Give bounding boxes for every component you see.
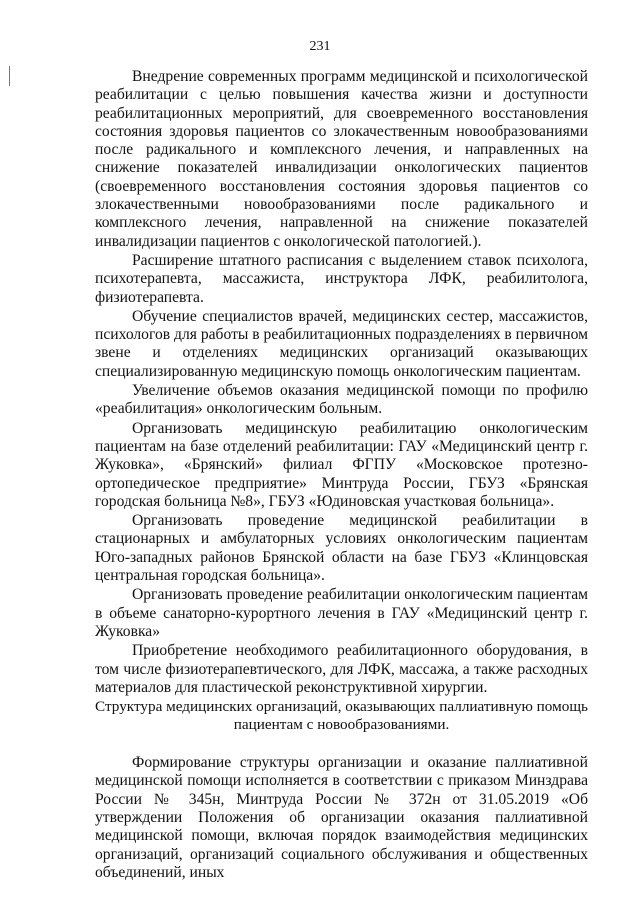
paragraph-volume-increase: Увеличение объемов оказания медицинской помощи по профилю «реабилитация» онкологическим больным. (95, 382, 588, 418)
paragraph-staff-expansion: Расширение штатного расписания с выделением ставок психолога, психотерапевта, массажиста, инструктора ЛФК, реабилитолога, физиотерапевта. (95, 251, 588, 306)
section-heading: Структура медицинских организаций, оказывающих паллиативную помощь пациентам с новообразованиями. (95, 698, 588, 734)
paragraph-specialist-training: Обучение специалистов врачей, медицинских сестер, массажистов, психологов для работы в реабилитационных подразделениях в первичном звене и отделениях медицинских организаций оказывающих специализированную медицинскую помощь онкологическим пациентам. (95, 307, 588, 380)
margin-mark (9, 66, 10, 86)
paragraph-sanatorium: Организовать проведение реабилитации онкологическим пациентам в объеме санаторно-курортного лечения в ГАУ «Медицинский центр г. Жуковка» (95, 586, 588, 640)
paragraph-equipment: Приобретение необходимого реабилитационного оборудования, в том числе физиотерапевтического, для ЛФК, массажа, а также расходных материалов для пластической реконструктивной хирургии. (95, 642, 588, 696)
paragraph-rehab-programs: Внедрение современных программ медицинской и психологической реабилитации с целью повышения качества жизни и доступности реабилитационных мероприятий, для своевременного восстановления состояния здоровья пациентов со злокачественным новообразованиями после радикального и комплексного лечения, и направленных на снижение показателей инвалидизации онкологических пациентов (своевременного восстановления состояния здоровья пациентов со злокачественными новообразованиями после радикального и комплексного лечения, направленной на снижение показателей инвалидизации пациентов с онкологической патологией.). (95, 68, 588, 250)
paragraph-palliative-structure: Формирование структуры организации и оказание паллиативной медицинской помощи исполняется в соответствии с приказом Минздрава России № 345н, Минтруда России № 372н от 31.05.2019 «Об утверждении Положения об организации оказания паллиативной медицинской помощи, включая порядок взаимодействия медицинских организаций, организаций социального обслуживания и общественных объединений, иных (95, 754, 588, 881)
page-number: 231 (309, 39, 331, 54)
document-body (95, 68, 588, 882)
paragraph-inpatient-outpatient: Организовать проведение медицинской реабилитации в стационарных и амбулаторных условиях онкологическим пациентам Юго-западных районов Брянской области на базе ГБУЗ «Клинцовская центральная городская больница». (95, 512, 588, 585)
paragraph-organize-rehab: Организовать медицинскую реабилитацию онкологическим пациентам на базе отделений реабилитации: ГАУ «Медицинский центр г. Жуковка», «Брянский» филиал ФГПУ «Московское протезно-ортопедическое предприятие» Минтруда России, ГБУЗ «Брянская городская больница №8», ГБУЗ «Юдиновская участковая больница». (95, 419, 588, 510)
